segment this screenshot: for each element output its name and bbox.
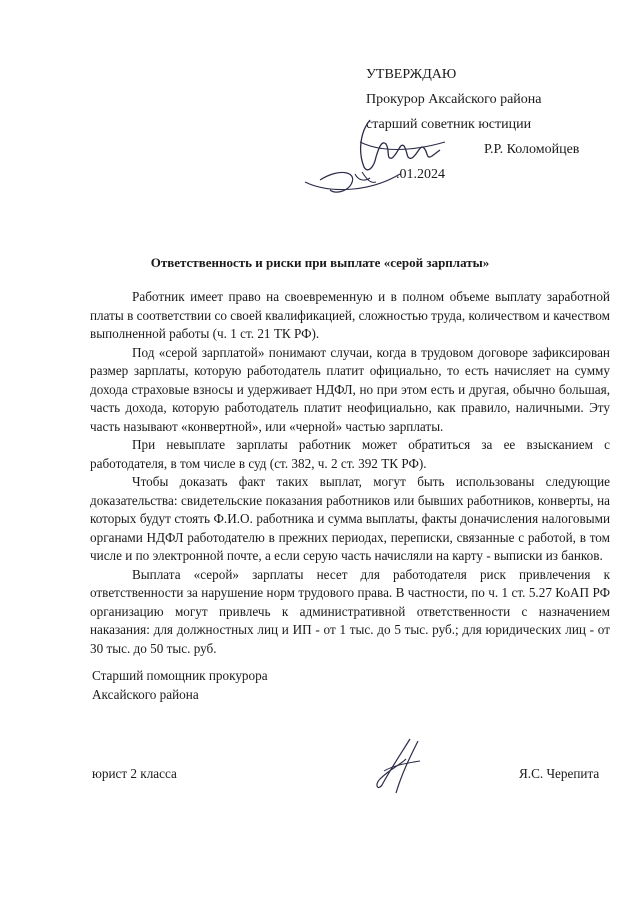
approver-name: Р.Р. Коломойцев	[484, 142, 580, 157]
paragraph: Под «серой зарплатой» понимают случаи, когда в трудовом договоре зафиксирован размер зарплаты, которую работодатель платит официально, то есть начисляет на сумму дохода страховые взносы и удерживает НДФЛ, но при этом есть и другая, обычно большая, часть дохода, которую работодатель платит неофициально, как правило, наличными. Эту часть называют «конвертной», или «черной» частью зарплаты.	[90, 344, 610, 434]
approver-position: Прокурор Аксайского района	[366, 92, 542, 107]
approver-signature	[300, 112, 450, 202]
signer-position-line1: Старший помощник прокурора	[92, 668, 268, 683]
approval-date: .01.2024	[396, 167, 445, 182]
signer-rank: юрист 2 класса	[92, 766, 177, 781]
signer-name: Я.С. Черепита	[519, 766, 600, 781]
paragraph: При невыплате зарплаты работник может обратиться за ее взысканием с работодателя, в том числе в суд (ст. 382, ч. 2 ст. 392 ТК РФ).	[90, 437, 610, 471]
signer-position	[92, 666, 268, 704]
paragraph: Выплата «серой» зарплаты несет для работодателя риск привлечения к ответственности за нарушение норм трудового права. В частности, по ч. 1 ст. 5.27 КоАП РФ организацию могут привлечь к административной ответственности с назначением наказания: для должностных лиц и ИП - от 1 тыс. до 5 тыс. руб.; для юридических лиц - от 30 тыс. до 50 тыс. руб.	[90, 566, 610, 656]
signer-position-line2: Аксайского района	[92, 687, 199, 702]
document-body	[90, 288, 610, 658]
paragraph: Чтобы доказать факт таких выплат, могут быть использованы следующие доказательства: свидетельские показания работников или бывших работников, конверты, на которых будут стоять Ф.И.О. работника и сумма выплаты, факты доначисления налоговыми органами НДФЛ работодателю в прежних периодах, переписки, связанные с работой, в том числе и по электронной почте, а если серую часть начисляли на карту - выписки из банков.	[90, 474, 610, 563]
approve-heading: УТВЕРЖДАЮ	[366, 67, 457, 82]
approver-rank: старший советник юстиции	[366, 117, 532, 132]
signer-signature	[360, 735, 430, 797]
paragraph: Работник имеет право на своевременную и в полном объеме выплату заработной платы в соответствии со своей квалификацией, сложностью труда, количеством и качеством выполненной работы (ч. 1 ст. 21 ТК РФ).	[90, 289, 610, 341]
document-title: Ответственность и риски при выплате «серой зарплаты»	[150, 255, 490, 270]
